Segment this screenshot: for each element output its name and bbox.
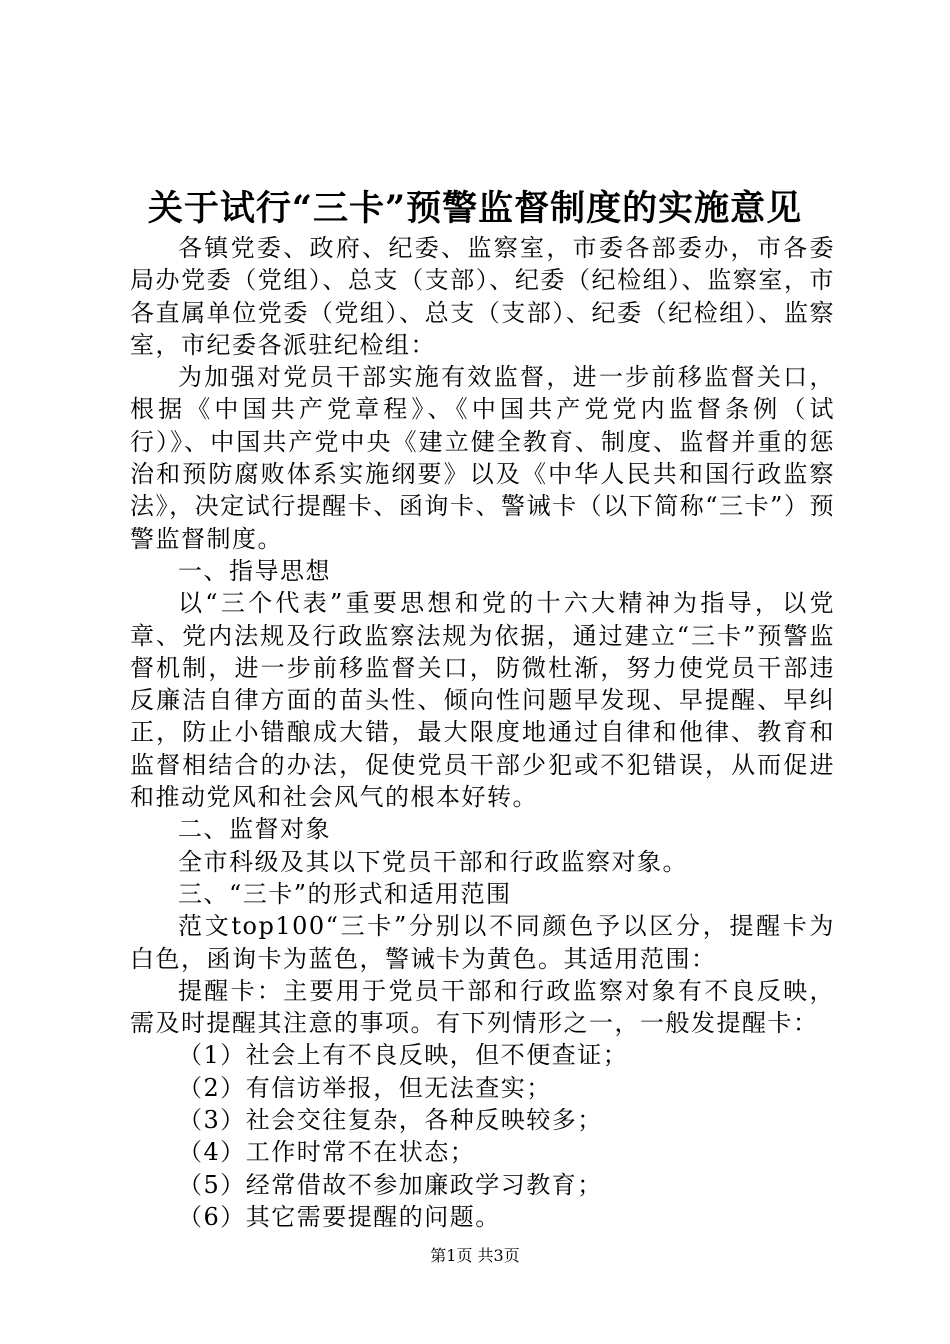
list-item: （5）经常借故不参加廉政学习教育；	[178, 1170, 603, 1199]
document-body	[130, 232, 835, 1233]
section-heading-guiding-ideology: 一、指导思想	[178, 556, 331, 585]
paragraph-supervision-targets: 全市科级及其以下党员干部和行政监察对象。	[178, 847, 688, 876]
paragraph-guiding-ideology: 以“三个代表”重要思想和党的十六大精神为指导，以党章、党内法规及行政监察法规为依据，通过建立“三卡”预警监督机制，进一步前移监督关口，防微杜渐，努力使党员干部违反廉洁自律方面的苗头性、倾向性问题早发现、早提醒、早纠正，防止小错酿成大错，最大限度地通过自律和他律、教育和监督相结合的办法，促使党员干部少犯或不犯错误，从而促进和推动党风和社会风气的根本好转。	[130, 589, 835, 812]
section-heading-card-forms: 三、“三卡”的形式和适用范围	[178, 879, 512, 908]
page-indicator: 第1页 共3页	[430, 1246, 520, 1265]
section-heading-supervision-targets: 二、监督对象	[178, 815, 331, 844]
paragraph-card-colors: 范文top100“三卡”分别以不同颜色予以区分，提醒卡为白色，函询卡为蓝色，警诫卡为黄色。其适用范围：	[130, 912, 835, 973]
paragraph-preamble: 为加强对党员干部实施有效监督，进一步前移监督关口，根据《中国共产党章程》、《中国共产党党内监督条例（试行）》、中国共产党中央《建立健全教育、制度、监督并重的惩治和预防腐败体系实施纲要》以及《中华人民共和国行政监察法》，决定试行提醒卡、函询卡、警诫卡（以下简称“三卡”）预警监督制度。	[130, 363, 835, 553]
list-item: （3）社会交往复杂，各种反映较多；	[178, 1106, 603, 1135]
page-footer	[0, 1245, 950, 1267]
paragraph-reminder-card: 提醒卡：主要用于党员干部和行政监察对象有不良反映，需及时提醒其注意的事项。有下列情形之一，一般发提醒卡：	[130, 976, 835, 1038]
list-item: （2）有信访举报，但无法查实；	[178, 1073, 552, 1102]
document-title: 关于试行“三卡”预警监督制度的实施意见	[147, 188, 803, 229]
list-item: （6）其它需要提醒的问题。	[178, 1202, 501, 1231]
list-item: （4）工作时常不在状态；	[178, 1138, 476, 1167]
list-item: （1）社会上有不良反映，但不便查证；	[178, 1041, 629, 1070]
paragraph-addressees: 各镇党委、政府、纪委、监察室，市委各部委办，市各委局办党委（党组）、总支（支部）、纪委（纪检组）、监察室，市各直属单位党委（党组）、总支（支部）、纪委（纪检组）、监察室，市纪委各派驻纪检组：	[130, 234, 835, 359]
